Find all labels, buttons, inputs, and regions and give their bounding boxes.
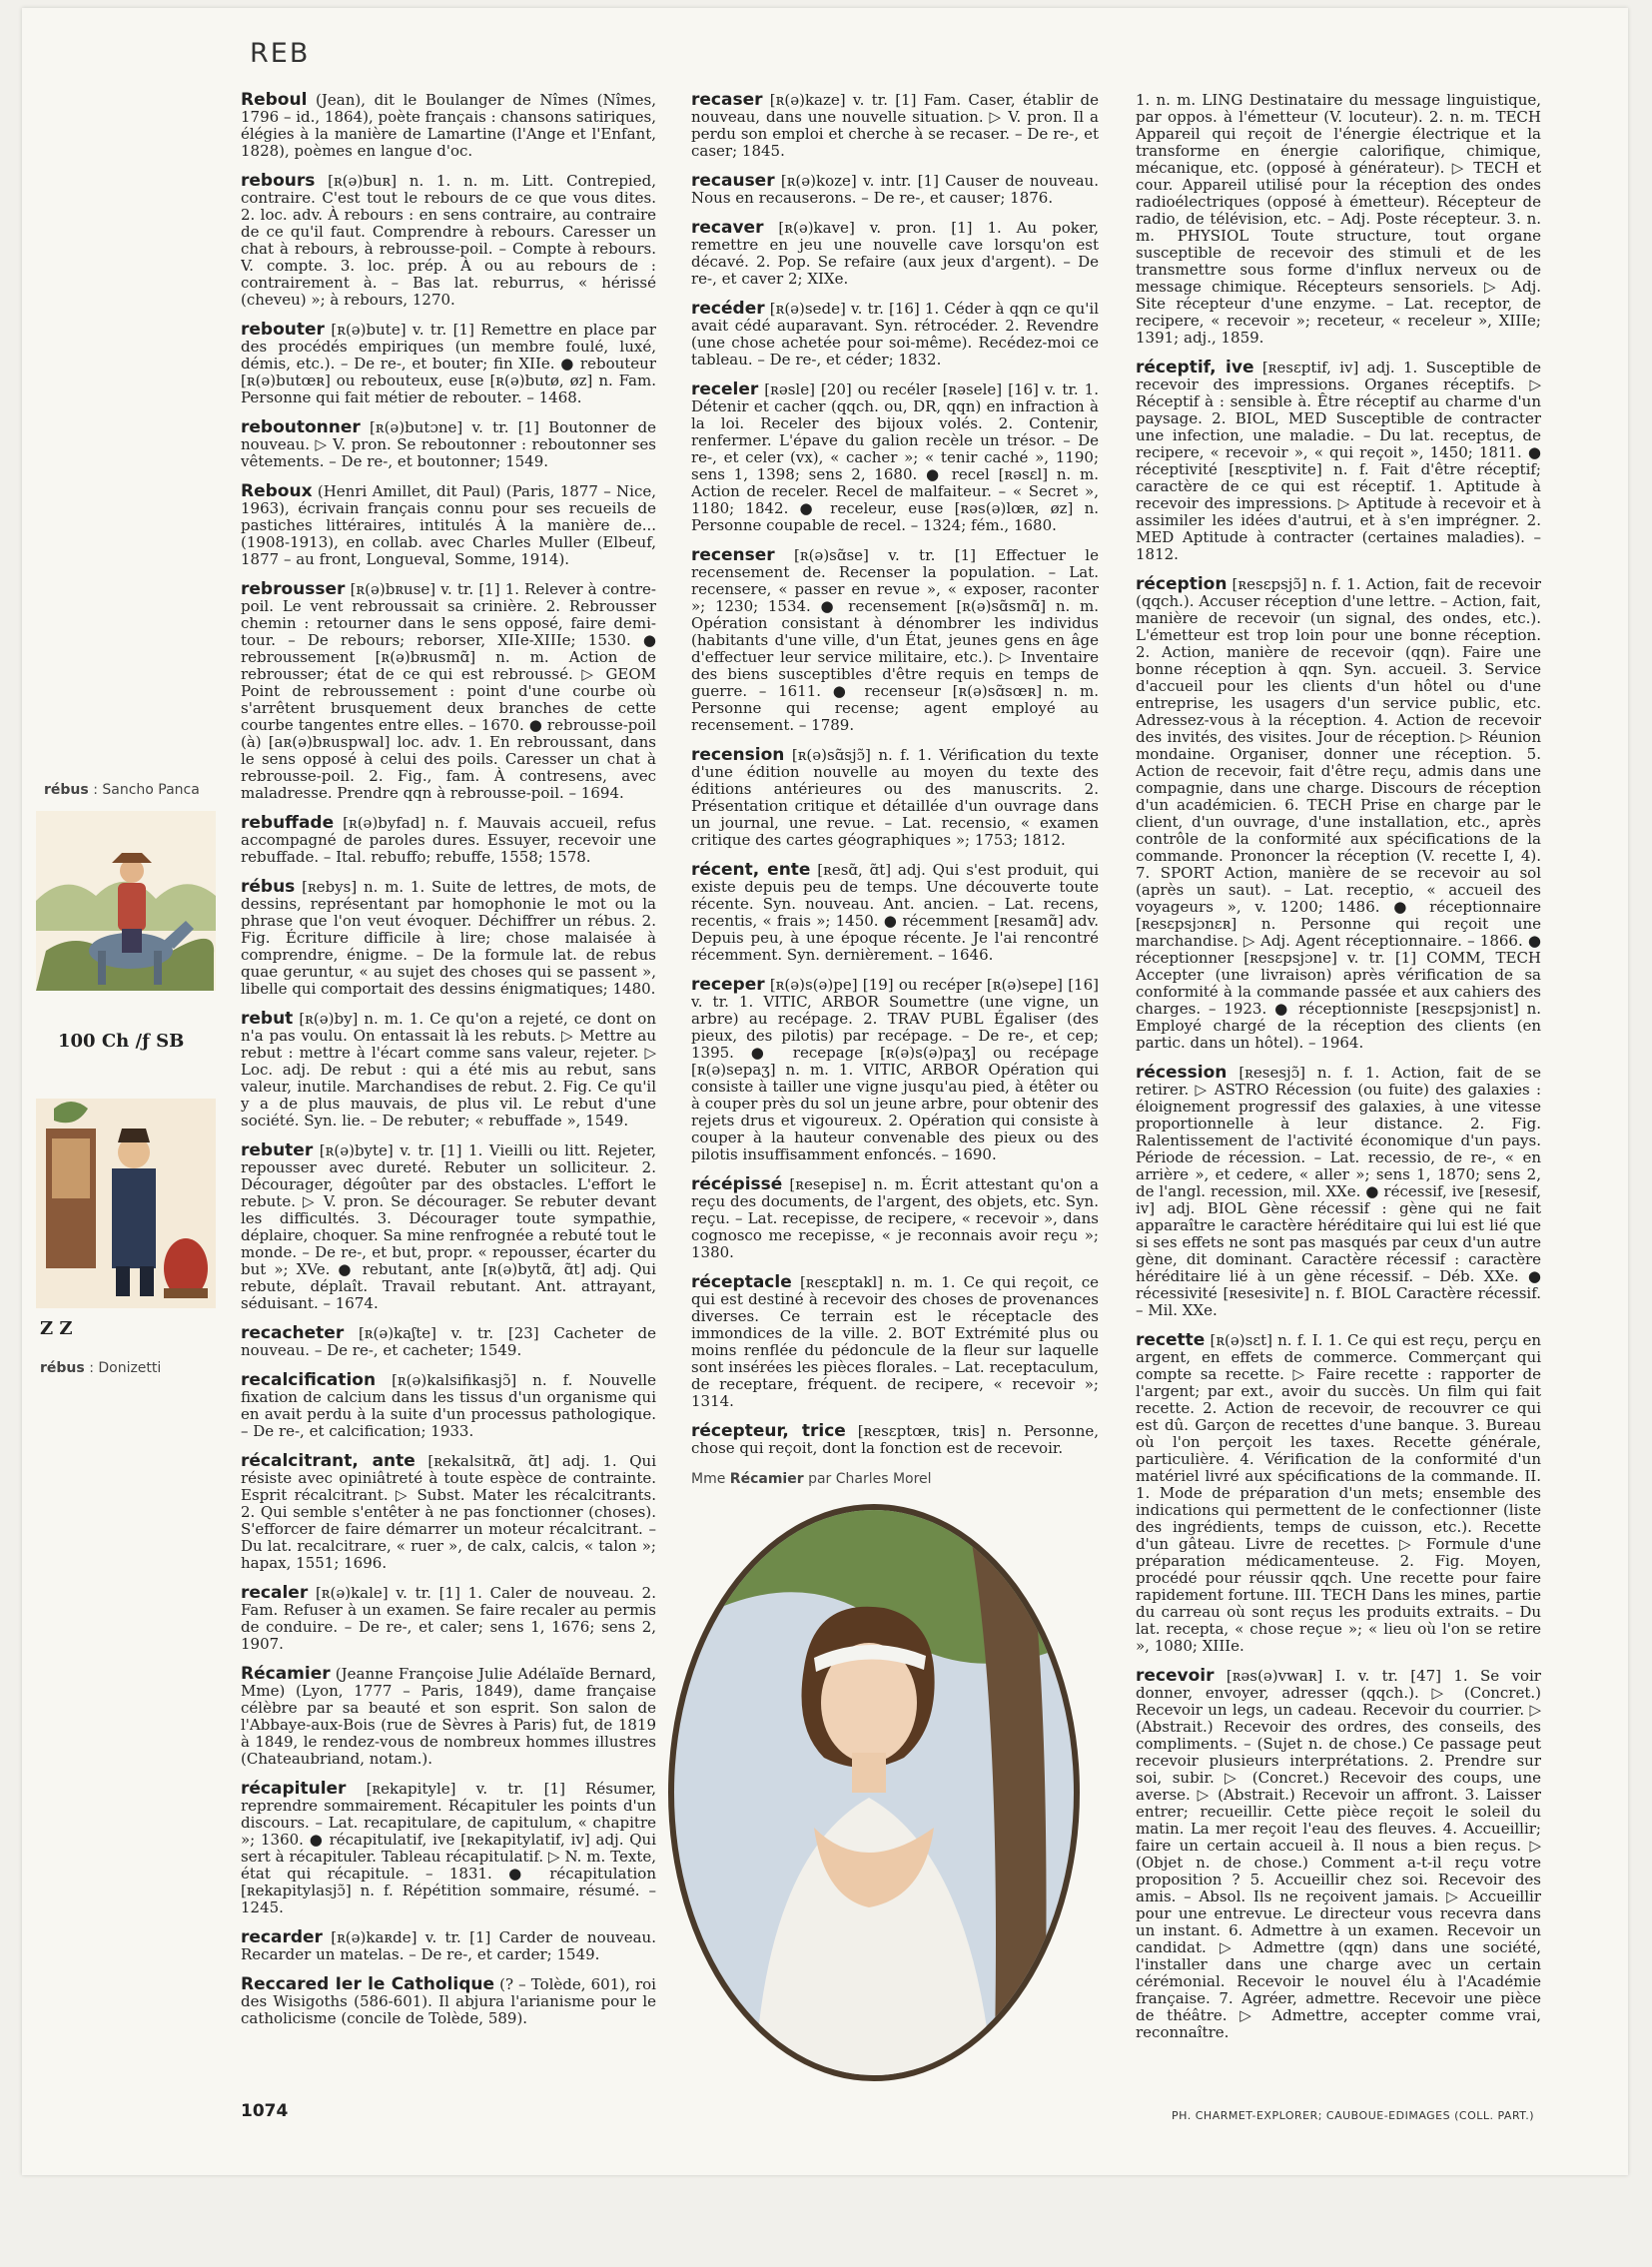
running-head: REB — [250, 38, 311, 69]
dictionary-entry — [241, 815, 656, 866]
dictionary-entry — [241, 1666, 656, 1768]
rebus1-illustration — [36, 811, 216, 991]
dictionary-entry — [241, 1372, 656, 1440]
entry-headword: reboutonner — [241, 417, 361, 437]
entry-headword: récepteur, trice — [691, 1421, 846, 1441]
entry-text: [ʀ(ə)sede] v. tr. [16] 1. Céder à qqn ce qu'il avait cédé auparavant. Syn. rétrocéder. 2. Revendre (une chose achetée pour soi-même). Recédez-moi ce tableau. – De re-, et céder; 1832. — [691, 300, 1099, 369]
dictionary-entry — [691, 547, 1099, 734]
dictionary-entry — [241, 879, 656, 998]
dictionary-entry — [691, 862, 1099, 964]
entry-headword: Récamier — [241, 1664, 331, 1684]
entry-headword: receler — [691, 379, 759, 399]
dictionary-entry — [241, 1929, 656, 1963]
entry-headword: rebut — [241, 1009, 294, 1029]
entry-headword: récalcitrant, ante — [241, 1451, 415, 1471]
entry-headword: réceptacle — [691, 1272, 792, 1292]
entry-headword: recevoir — [1136, 1666, 1215, 1686]
entry-headword: recacheter — [241, 1323, 345, 1343]
rebus2-text: Z Z — [40, 1318, 73, 1339]
entry-headword: recalcification — [241, 1370, 377, 1390]
entry-text: [ʀ(ə)butɔne] v. tr. [1] Boutonner de nouveau. ▷ V. pron. Se reboutonner : reboutonner ses vêtements. – De re-, et boutonner; 1549. — [241, 418, 656, 470]
dictionary-entry — [691, 1423, 1099, 1457]
entry-text: [ʀ(ə)s(ə)pe] [19] ou recéper [ʀ(ə)sepe] [16] v. tr. 1. VITIC, ARBOR Soumettre (une vigne, un arbre) au recépage. 2. TRAV PUBL Égaliser (des pieux, des pilotis) par recépage. – De re-, et cep; 1395. ● recepage [ʀ(ə)s(ə)paʒ] ou recépage [ʀ(ə)sepaʒ] n. m. 1. VITIC, ARBOR Opération qui consiste à tailler une vigne jusqu'au pied, à étêter ou à couper près du sol un jeune arbre, pour obtenir des rejets drus et vigoureux. 2. Opération qui consiste à couper à la hauteur convenable des pieux ou des pilotis insuffisamment enfoncés. – 1690. — [691, 976, 1099, 1163]
photo-credit: PH. CHARMET-EXPLORER; CAUBOUE-EDIMAGES (COLL. PART.) — [1172, 2109, 1534, 2122]
entry-text: [ʀ(ə)byte] v. tr. [1] 1. Vieilli ou litt. Rejeter, repousser avec dureté. Rebuter un solliciteur. 2. Décourager, dégoûter par des obstacles. L'effort le rebute. ▷ V. pron. Se décourager. Se rebuter devant les difficultés. 3. Décourager toute sympathie, déplaire, choquer. Sa mine renfrognée a rebuté tout le monde. – De re-, et but, propr. « repousser, écarter du but »; XVe. ● rebutant, ante [ʀ(ə)bytɑ̃, ɑ̃t] adj. Qui rebute, déplaît. Travail rebutant. Ant. attrayant, séduisant. – 1674. — [241, 1141, 656, 1312]
entry-headword: recette — [1136, 1330, 1206, 1350]
dictionary-entry — [1136, 1668, 1541, 2041]
entry-headword: recenser — [691, 545, 775, 565]
dictionary-entry — [691, 977, 1099, 1163]
entry-text: [ʀebys] n. m. 1. Suite de lettres, de mots, de dessins, représentant par homophonie le mot ou la phrase que l'on veut évoquer. Déchiffrer un rébus. 2. Fig. Écriture difficile à lire; chose malaisée à comprendre, énigme. – De la formule lat. de rebus quae geruntur, « au sujet des choses qui se passent », libelle qui comportait des dessins énigmatiques; 1480. — [241, 878, 656, 998]
rebus2-caption: rébus : Donizetti — [40, 1360, 162, 1376]
entry-headword: récent, ente — [691, 860, 811, 880]
entry-text: (Jean), dit le Boulanger de Nîmes (Nîmes, 1796 – id., 1864), poète français : chansons satiriques, élégies à la manière de Lamartine (l'Ange et l'Enfant, 1828), poèmes en langue d'oc. — [241, 92, 656, 160]
entry-text: [ʀesɛptakl] n. m. 1. Ce qui reçoit, ce qui est destiné à recevoir des choses de provenances diverses. Ce terrain est le réceptacle des immondices de la ville. 2. BOT Extrémité plus ou moins renflée du pédoncule de la fleur sur laquelle sont insérées les pièces florales. – Lat. receptaculum, de receptare, fréquent. de recipere, « recevoir »; 1314. — [691, 1273, 1099, 1410]
entry-text: [ʀ(ə)buʀ] n. 1. n. m. Litt. Contrepied, contraire. C'est tout le rebours de ce que vous dites. 2. loc. adv. À rebours : en sens contraire, au contraire de ce qu'il faut. Comprendre à rebours. Caresser un chat à rebours, à rebrousse-poil. – Compte à rebours. V. compte. 3. loc. prép. À ou au rebours de : contrairement à. – Bas lat. reburrus, « hérissé (cheveu) »; à rebours, 1270. — [241, 172, 656, 309]
entry-text: [ʀ(ə)kave] v. pron. [1] 1. Au poker, remettre en jeu une nouvelle cave lorsqu'on est décavé. 2. Pop. Se refaire (aux jeux d'argent). – De re-, et caver 2; XIXe. — [691, 219, 1099, 288]
dictionary-entry — [1136, 360, 1541, 563]
entry-text: [ʀ(ə)sɑ̃sjɔ̃] n. f. 1. Vérification du texte d'une édition nouvelle au moyen du texte des éditions antérieures ou des manuscrits. 2. Présentation critique et détaillée d'un ouvrage dans un journal, une revue. – Lat. recensio, « examen critique des cartes géographiques »; 1753; 1812. — [691, 746, 1099, 849]
dictionary-entry — [691, 220, 1099, 288]
dictionary-entry — [241, 92, 656, 160]
dictionary-entry — [691, 301, 1099, 369]
rebus1-text: 100 Ch /ƒ SB — [58, 1031, 185, 1052]
entry-text: [ʀ(ə)sɛt] n. f. I. 1. Ce qui est reçu, perçu en argent, en effets de commerce. Commerçant qui compte sa recette. ▷ Faire recette : rapporter de l'argent; par ext., avoir du succès. Un film qui fait recette. 2. Action de recevoir, de recouvrer ce qui est dû. Garçon de recettes d'une banque. 3. Bureau où l'on perçoit les taxes. Recette générale, particulière. 4. Vérification de la conformité d'un matériel livré aux spécifications de la commande. II. 1. Mode de préparation d'un mets; ensemble des indications qui permettent de le confectionner (liste des ingrédients, temps de cuisson, etc.). Recette d'un gâteau. Livre de recettes. ▷ Formule d'une préparation médicamenteuse. 2. Fig. Moyen, procédé pour réussir qqch. Une recette pour faire rapidement fortune. III. TECH Dans les mines, partie du carreau où sont reçus les produits extraits. – Du lat. recepta, « chose reçue »; « lieu où l'on se retire », 1080; XIIIe. — [1136, 1331, 1541, 1655]
entry-headword: recaser — [691, 92, 763, 110]
portrait-recamier — [664, 1498, 1084, 2087]
entry-headword: rebuter — [241, 1140, 314, 1160]
entry-headword: réceptif, ive — [1136, 358, 1254, 378]
dictionary-entry — [241, 581, 656, 802]
dictionary-entry — [241, 1585, 656, 1653]
entry-headword: Reccared Ier le Catholique — [241, 1974, 495, 1994]
entry-text: [ʀ(ə)kaʀde] v. tr. [1] Carder de nouveau. Recarder un matelas. – De re-, et carder; 1549. — [241, 1928, 656, 1963]
dictionary-entry — [1136, 92, 1541, 347]
entry-text: [ʀ(ə)bute] v. tr. [1] Remettre en place par des procédés empiriques (un membre foulé, luxé, démis, etc.). – De re-, et bouter; fin XIIe. ● rebouteur [ʀ(ə)butœʀ] ou rebouteux, euse [ʀ(ə)butø, øz] n. Fam. Personne qui fait métier de rebouter. – 1468. — [241, 321, 656, 406]
column-1 — [241, 92, 656, 2084]
dictionary-entry — [241, 1011, 656, 1130]
entry-headword: receper — [691, 975, 765, 995]
column-3 — [1136, 92, 1541, 2084]
dictionary-entry — [691, 1274, 1099, 1410]
entry-text: [ʀekapityle] v. tr. [1] Résumer, reprendre sommairement. Récapituler les points d'un discours. – Lat. recapitulare, de capitulum, « chapitre »; 1360. ● récapitulatif, ive [ʀekapitylatif, iv] adj. Qui sert à récapituler. Tableau récapitulatif. ▷ N. m. Texte, état qui récapitule. – 1831. ● récapitulation [ʀekapitylasjɔ̃] n. f. Répétition sommaire, résumé. – 1245. — [241, 1780, 656, 1916]
dictionary-entry — [691, 747, 1099, 849]
entry-text: [ʀ(ə)koze] v. intr. [1] Causer de nouveau. Nous en recauserons. – De re-, et causer; 1876. — [691, 172, 1099, 207]
dictionary-entry — [241, 1142, 656, 1312]
entry-text: [ʀesesjɔ̃] n. f. 1. Action, fait de se retirer. ▷ ASTRO Récession (ou fuite) des galaxies : éloignement progressif des galaxies, à une vitesse proportionnelle à leur distance. 2. Fig. Ralentissement de l'activité économique d'un pays. Période de récession. – Lat. recessio, de re-, « en arrière », et cedere, « aller »; sens 1, 1870; sens 2, de l'angl. recession, mil. XXe. ● récessif, ive [ʀesesif, iv] adj. BIOL Gène récessif : gène qui ne fait apparaître le caractère héréditaire qui lui est lié que si ses effets ne sont pas masqués par ceux d'un autre gène, dit dominant. Caractère récessif : caractère héréditaire lié à un gène récessif. – Déb. XXe. ● récessivité [ʀesesivite] n. f. BIOL Caractère récessif. – Mil. XXe. — [1136, 1064, 1541, 1319]
dictionary-entry — [691, 92, 1099, 160]
rebus2-illustration — [36, 1099, 216, 1308]
dictionary-entry — [241, 483, 656, 568]
dictionary-entry — [241, 1976, 656, 2027]
dictionary-entry — [691, 1176, 1099, 1261]
dictionary-entry — [1136, 1332, 1541, 1655]
entry-text: [ʀesɛptif, iv] adj. 1. Susceptible de recevoir des impressions. Organes réceptifs. ▷ Réceptif à : sensible à. Être réceptif au charme d'un paysage. 2. BIOL, MED Susceptible de contracter une infection, une maladie. – Du lat. receptus, de recipere, « recevoir », « qui reçoit », 1450; 1811. ● réceptivité [ʀesɛptivite] n. f. Fait d'être réceptif; caractère de ce qui est réceptif. 1. Aptitude à recevoir des impressions. ▷ Aptitude à recevoir et à assimiler les idées d'autrui, et à s'en imprégner. 2. MED Aptitude à contracter (certaines maladies). – 1812. — [1136, 359, 1541, 563]
dictionary-entry — [241, 1781, 656, 1916]
entry-text: [ʀəsle] [20] ou recéler [ʀəsele] [16] v. tr. 1. Détenir et cacher (qqch. ou, DR, qqn) en infraction à la loi. Receler des bijoux volés. 2. Contenir, renfermer. L'épave du galion recèle un trésor. – De re-, et celer (vx), « cacher »; « tenir caché », 1190; sens 1, 1398; sens 2, 1680. ● recel [ʀəsɛl] n. m. Action de receler. Recel de malfaiteur. – « Secret », 1180; 1842. ● receleur, euse [ʀəs(ə)lœʀ, øz] n. Personne coupable de recel. – 1324; fém., 1680. — [691, 380, 1099, 534]
page-number: 1074 — [241, 2101, 289, 2121]
entry-headword: recaver — [691, 218, 764, 238]
dictionary-entry — [241, 322, 656, 406]
entry-headword: rébus — [241, 877, 296, 897]
entry-text: [ʀesɑ̃, ɑ̃t] adj. Qui s'est produit, qui existe depuis peu de temps. Une découverte toute récente. Syn. nouveau. Ant. ancien. – Lat. recens, recentis, « frais »; 1450. ● récemment [ʀesamɑ̃] adv. Depuis peu, à une époque récente. Je l'ai rencontré récemment. Syn. dernièrement. – 1646. — [691, 861, 1099, 964]
rebus1-caption: rébus : Sancho Panca — [44, 782, 200, 798]
dictionary-entry — [241, 1325, 656, 1359]
entry-text: [ʀ(ə)kaze] v. tr. [1] Fam. Caser, établir de nouveau, dans une nouvelle situation. ▷ V. pron. Il a perdu son emploi et cherche à se recaser. – De re-, et caser; 1845. — [691, 92, 1099, 160]
dictionary-entry — [241, 173, 656, 309]
entry-headword: rebours — [241, 171, 316, 191]
entry-text: (Henri Amillet, dit Paul) (Paris, 1877 – Nice, 1963), écrivain français connu pour ses recueils de pastiches littéraires, intitulés À la manière de... (1908-1913), en collab. avec Charles Muller (Elbeuf, 1877 – au front, Longueval, Somme, 1914). — [241, 482, 656, 568]
entry-text: [ʀ(ə)byfad] n. f. Mauvais accueil, refus accompagné de paroles dures. Essuyer, recevoir une rebuffade. – Ital. rebuffo; rebuffe, 1558; 1578. — [241, 814, 656, 866]
entry-text: [ʀ(ə)kale] v. tr. [1] 1. Caler de nouveau. 2. Fam. Refuser à un examen. Se faire recaler au permis de conduire. – De re-, et caler; sens 1, 1676; sens 2, 1907. — [241, 1584, 656, 1653]
entry-headword: recéder — [691, 299, 765, 319]
entry-text: [ʀəs(ə)vwaʀ] I. v. tr. [47] 1. Se voir donner, envoyer, adresser (qqch.). ▷ (Concret.) Recevoir un legs, un cadeau. Recevoir du courrier. ▷ (Abstrait.) Recevoir des ordres, des conseils, des compliments. – (Sujet n. de chose.) Ce passage peut recevoir plusieurs interprétations. 2. Prendre sur soi, subir. ▷ (Concret.) Recevoir des coups, une averse. ▷ (Abstrait.) Recevoir un affront. 3. Laisser entrer; recueillir. Cette pièce reçoit le soleil du matin. La mer reçoit l'eau des fleuves. 4. Accueillir; faire un certain accueil à. Il nous a bien reçus. ▷ (Objet n. de chose.) Comment a-t-il reçu votre proposition ? 5. Accueillir chez soi. Recevoir des amis. – Absol. Ils ne reçoivent jamais. ▷ Accueillir pour une entrevue. Le directeur vous recevra dans un instant. 6. Admettre à un examen. Recevoir un candidat. ▷ Admettre (qqn) dans une société, l'installer dans une charge avec un certain cérémonial. Recevoir le nouvel élu à l'Académie française. 7. Agréer, admettre. Recevoir une pièce de théâtre. ▷ Admettre, accepter comme vrai, reconnaître. — [1136, 1667, 1541, 2041]
portrait-caption: Mme Récamier par Charles Morel — [691, 1471, 932, 1487]
entry-text: 1. n. m. LING Destinataire du message linguistique, par oppos. à l'émetteur (V. locuteur). 2. n. m. TECH Appareil qui reçoit de l'énergie électrique et la transforme en énergie calorifique, chimique, mécanique, etc. (opposé à générateur). ▷ TECH et cour. Appareil utilisé pour la réception des ondes radioélectriques (opposé à émetteur). Récepteur de radio, de télévision, etc. – Adj. Poste récepteur. 3. n. m. PHYSIOL Toute structure, tout organe susceptible de recevoir des stimuli et de les transmettre sous forme d'influx nerveux ou de message chimique. Récepteurs sensoriels. ▷ Adj. Site récepteur d'une enzyme. – Lat. receptor, de recipere, « recevoir »; receteur, « receleur », XIIIe; 1391; adj., 1859. — [1136, 92, 1541, 347]
entry-headword: recauser — [691, 171, 775, 191]
column-2 — [691, 92, 1099, 1465]
entry-headword: rebuffade — [241, 813, 335, 833]
entry-text: [ʀ(ə)kaʃte] v. tr. [23] Cacheter de nouveau. – De re-, et cacheter; 1549. — [241, 1324, 656, 1359]
entry-text: [ʀesɛptœʀ, tʀis] n. Personne, chose qui reçoit, dont la fonction est de recevoir. — [691, 1422, 1099, 1457]
dictionary-entry — [691, 173, 1099, 207]
entry-text: [ʀ(ə)kalsifikasjɔ̃] n. f. Nouvelle fixation de calcium dans les tissus d'un organisme qui en avait perdu à la suite d'un processus pathologique. – De re-, et calcification; 1933. — [241, 1371, 656, 1440]
dictionary-entry — [691, 381, 1099, 534]
entry-headword: recarder — [241, 1927, 323, 1947]
entry-text: [ʀ(ə)sɑ̃se] v. tr. [1] Effectuer le recensement de. Recenser la population. – Lat. recensere, « passer en revue », « exposer, raconter »; 1230; 1534. ● recensement [ʀ(ə)sɑ̃smɑ̃] n. m. Opération consistant à dénombrer les individus (habitants d'une ville, d'un État, jeunes gens en âge d'effectuer leur service militaire, etc.). ▷ Inventaire des biens susceptibles d'être requis en temps de guerre. – 1611. ● recenseur [ʀ(ə)sɑ̃sœʀ] n. m. Personne qui recense; agent employé au recensement. – 1789. — [691, 546, 1099, 734]
entry-text: [ʀesepise] n. m. Écrit attestant qu'on a reçu des documents, de l'argent, des objets, etc. Syn. reçu. – Lat. recepisse, de recipere, « recevoir », dans cognosco me recepisse, « je reconnais avoir reçu »; 1380. — [691, 1175, 1099, 1261]
entry-text: [ʀesɛpsjɔ̃] n. f. 1. Action, fait de recevoir (qqch.). Accuser réception d'une lettre. – Action, fait, manière de recevoir (un signal, des ondes, etc.). L'émetteur est trop loin pour une bonne réception. 2. Action, manière de recevoir (qqn). Faire une bonne réception à qqn. Syn. accueil. 3. Service d'accueil pour les clients d'un hôtel ou d'une entreprise, les usagers d'un service public, etc. Adressez-vous à la réception. 4. Action de recevoir des invités, des visites. Jour de réception. ▷ Réunion mondaine. Organiser, donner une réception. 5. Action de recevoir, fait d'être reçu, admis dans une compagnie, dans une charge. Discours de réception d'un académicien. 6. TECH Prise en charge par le client, d'un ouvrage, d'une installation, etc., après contrôle de la conformité aux spécifications de la commande. Prononcer la réception (V. recette I, 4). 7. SPORT Action, manière de se recevoir au sol (après un saut). – Lat. receptio, « accueil des voyageurs », v. 1200; 1486. ● réceptionnaire [ʀesɛpsjɔnɛʀ] n. Personne qui reçoit une marchandise. ▷ Adj. Agent réceptionnaire. – 1866. ● réceptionner [ʀesɛpsjɔne] v. tr. [1] COMM, TECH Accepter (une livraison) après vérification de sa conformité à la commande passée et aux cahiers des charges. – 1923. ● réceptionniste [ʀesɛpsjɔnist] n. Employé chargé de la réception des clients (en partic. dans un hôtel). – 1964. — [1136, 575, 1541, 1052]
entry-headword: rebrousser — [241, 579, 346, 599]
entry-text: [ʀekalsitʀɑ̃, ɑ̃t] adj. 1. Qui résiste avec opiniâtreté à toute espèce de contrainte. Esprit récalcitrant. ▷ Subst. Mater les récalcitrants. 2. Qui semble s'entêter à ne pas fonctionner (choses). S'efforcer de faire démarrer un moteur récalcitrant. – Du lat. recalcitrare, « ruer », de calx, calcis, « talon »; hapax, 1551; 1696. — [241, 1452, 656, 1572]
entry-headword: récépissé — [691, 1174, 783, 1194]
entry-headword: recaler — [241, 1583, 309, 1603]
dictionary-entry — [241, 419, 656, 470]
entry-text: [ʀ(ə)by] n. m. 1. Ce qu'on a rejeté, ce dont on n'a pas voulu. On entassait là les rebuts. ▷ Mettre au rebut : mettre à l'écart comme sans valeur, rejeter. ▷ Loc. adj. De rebut : qui a été mis au rebut, sans valeur, inutile. Marchandises de rebut. 2. Fig. Ce qu'il y a de plus mauvais, de plus vil. Le rebut d'une société. Syn. lie. – De rebuter; « rebuffade », 1549. — [241, 1010, 656, 1130]
entry-text: [ʀ(ə)bʀuse] v. tr. [1] 1. Relever à contre-poil. Le vent rebroussait sa crinière. 2. Rebrousser chemin : retourner dans le sens opposé, faire demi-tour. – De rebours; reborser, XIIe-XIIIe; 1530. ● rebroussement [ʀ(ə)bʀusmɑ̃] n. m. Action de rebrousser; état de ce qui est rebroussé. ▷ GEOM Point de rebroussement : point d'une courbe où s'arrêtent brusquement deux branches de cette courbe tangentes entre elles. – 1670. ● rebrousse-poil (à) [aʀ(ə)bʀuspwal] loc. adv. 1. En rebroussant, dans le sens opposé à celui des poils. Caresser un chat à rebrousse-poil. 2. Fig., fam. À contresens, avec maladresse. Prendre qqn à rebrousse-poil. – 1694. — [241, 580, 656, 802]
entry-text: (? – Tolède, 601), roi des Wisigoths (586-601). Il abjura l'arianisme pour le catholicisme (concile de Tolède, 589). — [241, 1975, 656, 2027]
entry-headword: rebouter — [241, 320, 325, 340]
entry-headword: recension — [691, 745, 785, 765]
entry-headword: récession — [1136, 1063, 1228, 1083]
entry-headword: récapituler — [241, 1779, 347, 1799]
entry-headword: Reboul — [241, 92, 308, 110]
dictionary-entry — [1136, 1065, 1541, 1319]
dictionary-entry — [241, 1453, 656, 1572]
entry-text: (Jeanne Françoise Julie Adélaïde Bernard, Mme) (Lyon, 1777 – Paris, 1849), dame française célèbre par sa beauté et son esprit. Son salon de l'Abbaye-aux-Bois (rue de Sèvres à Paris) fut, de 1819 à 1849, le rendez-vous de nombreux hommes illustres (Chateaubriand, notam.). — [241, 1665, 656, 1768]
entry-headword: réception — [1136, 574, 1228, 594]
dictionary-entry — [1136, 576, 1541, 1052]
entry-headword: Reboux — [241, 481, 313, 501]
